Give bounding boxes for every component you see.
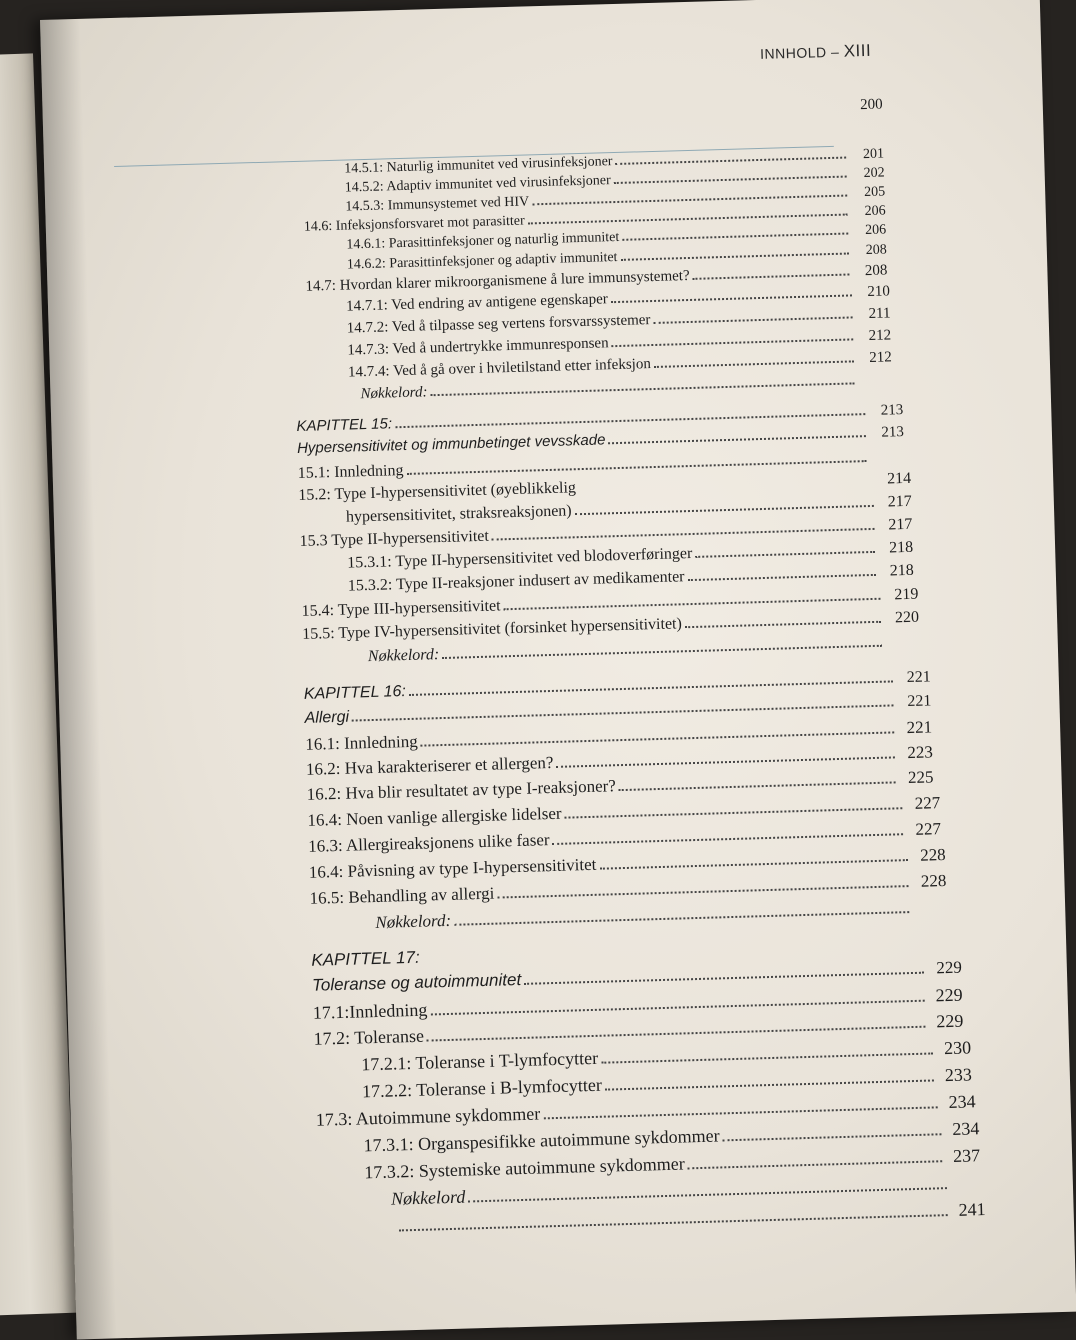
toc-entry	[794, 97, 882, 116]
toc-page-number: 212	[869, 349, 892, 366]
toc-page-number: 200	[859, 96, 883, 114]
dot-leader	[575, 505, 874, 515]
toc-page-number: 208	[864, 262, 888, 280]
dot-leader	[688, 1160, 942, 1169]
toc-page-number: 228	[920, 871, 947, 891]
toc-page-number: 214	[886, 469, 912, 488]
toc-page-number	[871, 461, 905, 462]
dot-leader	[621, 253, 849, 261]
toc-entry-label: 14.7.4: Ved å gå over i hviletilstand etter infeksjon	[347, 356, 652, 381]
dot-leader	[553, 833, 904, 845]
toc-entry-label: 14.6.1: Parasittinfeksjoner og naturlig immunitet	[346, 229, 620, 253]
dot-leader	[653, 316, 852, 324]
toc-entry-label: Toleranse og autoimmunitet	[311, 969, 522, 995]
dot-leader	[468, 1187, 947, 1202]
toc-entry-label: 16.2: Hva karakteriserer et allergen?	[305, 752, 554, 779]
toc-entry-label: Nøkkelord	[390, 1186, 466, 1209]
dot-leader	[543, 1106, 937, 1119]
dot-leader	[524, 972, 924, 985]
toc-entry-label: 14.7: Hvordan klarer mikroorganismene å lure immunsystemet?	[305, 267, 690, 295]
toc-entry-label: 16.4: Påvisning av type I-hypersensitivitet	[308, 854, 597, 882]
dot-leader	[693, 273, 850, 279]
toc-entry-label: 17.2.2: Toleranse i B-lymfocytter	[361, 1074, 603, 1102]
dot-leader	[599, 859, 907, 870]
spacer	[795, 109, 849, 111]
toc-page-number: 211	[868, 305, 891, 322]
toc-page-number: 218	[889, 561, 914, 580]
dot-leader	[622, 233, 848, 241]
toc-entry-label: 17.1:Innledning	[312, 999, 428, 1023]
toc-entry-label: KAPITTEL 16:	[303, 683, 407, 703]
toc-entry-label: 16.4: Noen vanlige allergiske lidelser	[307, 803, 562, 830]
toc-page-number	[858, 383, 892, 384]
dot-leader	[654, 360, 854, 368]
toc-entry-label: Nøkkelord:	[360, 384, 428, 403]
dot-leader	[528, 214, 848, 225]
toc-page-number: 220	[894, 608, 920, 627]
toc-page-number: 218	[888, 538, 914, 557]
dot-leader	[695, 551, 875, 558]
toc-entry-label: 16.3: Allergireaksjonens ulike faser	[307, 830, 550, 856]
toc-entry-label: 14.6: Infeksjonsforsvaret mot parasitter	[303, 213, 525, 235]
toc-page-number: 225	[907, 767, 934, 788]
dot-leader	[601, 1052, 933, 1063]
dot-leader	[427, 1026, 925, 1042]
toc-entry-label: 15.3.2: Type II-reaksjoner indusert av medikamenter	[347, 568, 685, 595]
toc-page-number: 205	[863, 184, 886, 201]
dot-leader	[688, 574, 876, 581]
dot-leader	[612, 338, 854, 347]
dot-leader	[619, 781, 896, 791]
toc-entry-label: 15.5: Type IV-hypersensitivitet (forsinket hypersensitivitet)	[302, 615, 683, 643]
dot-leader	[352, 704, 893, 721]
toc-page-number: 213	[880, 402, 904, 419]
toc-entry-label: 17.3.2: Systemiske autoimmune sykdommer	[364, 1153, 685, 1183]
toc-entry-label: Hypersensitivitet og immunbetinget vevsskade	[296, 431, 606, 457]
toc-page-number: 201	[862, 146, 885, 163]
dot-leader	[557, 756, 895, 767]
dot-leader	[504, 598, 881, 611]
toc-page-number: 217	[887, 492, 913, 511]
dot-leader	[616, 157, 847, 165]
toc-entry-label: 15.3 Type II-hypersensitivitet	[299, 527, 490, 550]
toc-page-number: 229	[935, 984, 963, 1006]
header-section: INNHOLD –	[759, 43, 844, 62]
book-page	[40, 0, 1076, 1339]
dot-leader	[611, 294, 852, 303]
toc-page-number: 229	[936, 1010, 964, 1032]
toc-entry-label: KAPITTEL 15:	[296, 415, 393, 435]
toc-entry-label: 15.4: Type III-hypersensitivitet	[301, 597, 501, 620]
toc-entry-label: 14.7.2: Ved å tilpasse seg vertens forsvarssystemer	[346, 312, 651, 337]
dot-leader	[454, 911, 909, 926]
dot-leader	[608, 435, 865, 444]
toc-entry-label: 17.3: Autoimmune sykdommer	[315, 1103, 541, 1130]
dot-leader	[492, 528, 875, 541]
dot-leader	[605, 1079, 934, 1090]
toc-page-number: 233	[944, 1064, 973, 1086]
toc-page-number: 221	[906, 668, 931, 687]
toc-entry-label: 14.6.2: Parasittinfeksjoner og adaptiv immunitet	[346, 249, 618, 273]
dot-leader	[399, 1214, 948, 1231]
toc-entry-label: 15.3.1: Type II-hypersensitivitet ved blodoverføringer	[347, 544, 693, 572]
dot-leader	[409, 680, 893, 696]
dot-leader	[497, 885, 908, 898]
toc-page-number: 219	[894, 585, 919, 604]
dot-leader	[723, 1133, 942, 1141]
toc-entry-label: 15.2: Type I-hypersensitivitet (øyeblikkelig	[298, 479, 577, 504]
toc-entry-label: 17.3.1: Organspesifikke autoimmune sykdommer	[363, 1125, 720, 1156]
toc-page-number: 206	[864, 222, 887, 239]
toc-entry-label: Allergi	[304, 708, 350, 727]
header-page-number: XIII	[843, 40, 872, 61]
toc-page-number: 210	[867, 283, 891, 301]
toc-page-number: 227	[914, 793, 941, 813]
toc-page-number: 234	[952, 1118, 980, 1139]
toc-page-number: 221	[906, 717, 933, 738]
toc-page-number	[922, 948, 956, 949]
toc-entry-label: 14.5.2: Adaptiv immunitet ved virusinfeksjoner	[344, 173, 611, 196]
toc-page-number: 229	[936, 957, 963, 978]
toc-page-number: 202	[863, 165, 885, 182]
toc-page-number: 208	[865, 242, 887, 259]
toc-entry-label: 14.5.1: Naturlig immunitet ved virusinfeksjoner	[344, 154, 613, 177]
toc-page-number: 227	[915, 819, 942, 839]
dot-leader	[532, 195, 847, 206]
dot-leader	[565, 807, 903, 818]
toc-page-number: 212	[868, 327, 892, 344]
dot-leader	[442, 645, 881, 659]
toc-entry-label: KAPITTEL 17:	[311, 947, 420, 970]
toc-entry-label: 17.2: Toleranse	[313, 1025, 425, 1049]
toc-entry-label: 16.5: Behandling av allergi	[309, 883, 495, 908]
table-of-contents	[40, 0, 1076, 1339]
spacer	[576, 484, 877, 492]
toc-page-number: 217	[888, 515, 913, 534]
dot-leader	[685, 621, 881, 628]
toc-entry-label: hypersensitivitet, straksreaksjonen)	[345, 502, 572, 526]
toc-page-number: 230	[943, 1037, 972, 1059]
toc-page-number: 228	[919, 845, 946, 865]
toc-page-number: 221	[907, 692, 932, 711]
toc-entry-label: 17.2.1: Toleranse i T-lymfocytter	[361, 1047, 599, 1075]
dot-leader	[431, 382, 855, 396]
toc-page-number: 213	[881, 424, 905, 441]
toc-page-number	[886, 646, 920, 647]
dot-leader	[421, 731, 894, 746]
toc-page-number: 206	[864, 203, 886, 220]
toc-entry-label: 14.7.1: Ved endring av antigene egenskaper	[345, 291, 608, 315]
dot-leader	[614, 176, 847, 185]
toc-page-number	[951, 1188, 985, 1189]
toc-entry-label: 16.2: Hva blir resultatet av type I-reaksjoner?	[306, 776, 617, 804]
toc-page-number: 237	[952, 1145, 981, 1166]
toc-page-number	[913, 912, 947, 913]
toc-page-number: 241	[958, 1199, 986, 1220]
toc-entry-label: Nøkkelord:	[375, 910, 452, 932]
toc-entry-label: 14.5.3: Immunsystemet ved HIV	[345, 194, 530, 215]
toc-entry-label: 16.1: Innledning	[305, 731, 418, 754]
toc-entry-label: Nøkkelord:	[367, 646, 440, 666]
toc-entry-label: 15.1: Innledning	[297, 462, 404, 482]
toc-entry-label: 14.7.3: Ved å undertrykke immunresponsen	[347, 335, 609, 359]
toc-page-number: 234	[948, 1091, 976, 1113]
toc-page-number: 223	[907, 742, 934, 763]
